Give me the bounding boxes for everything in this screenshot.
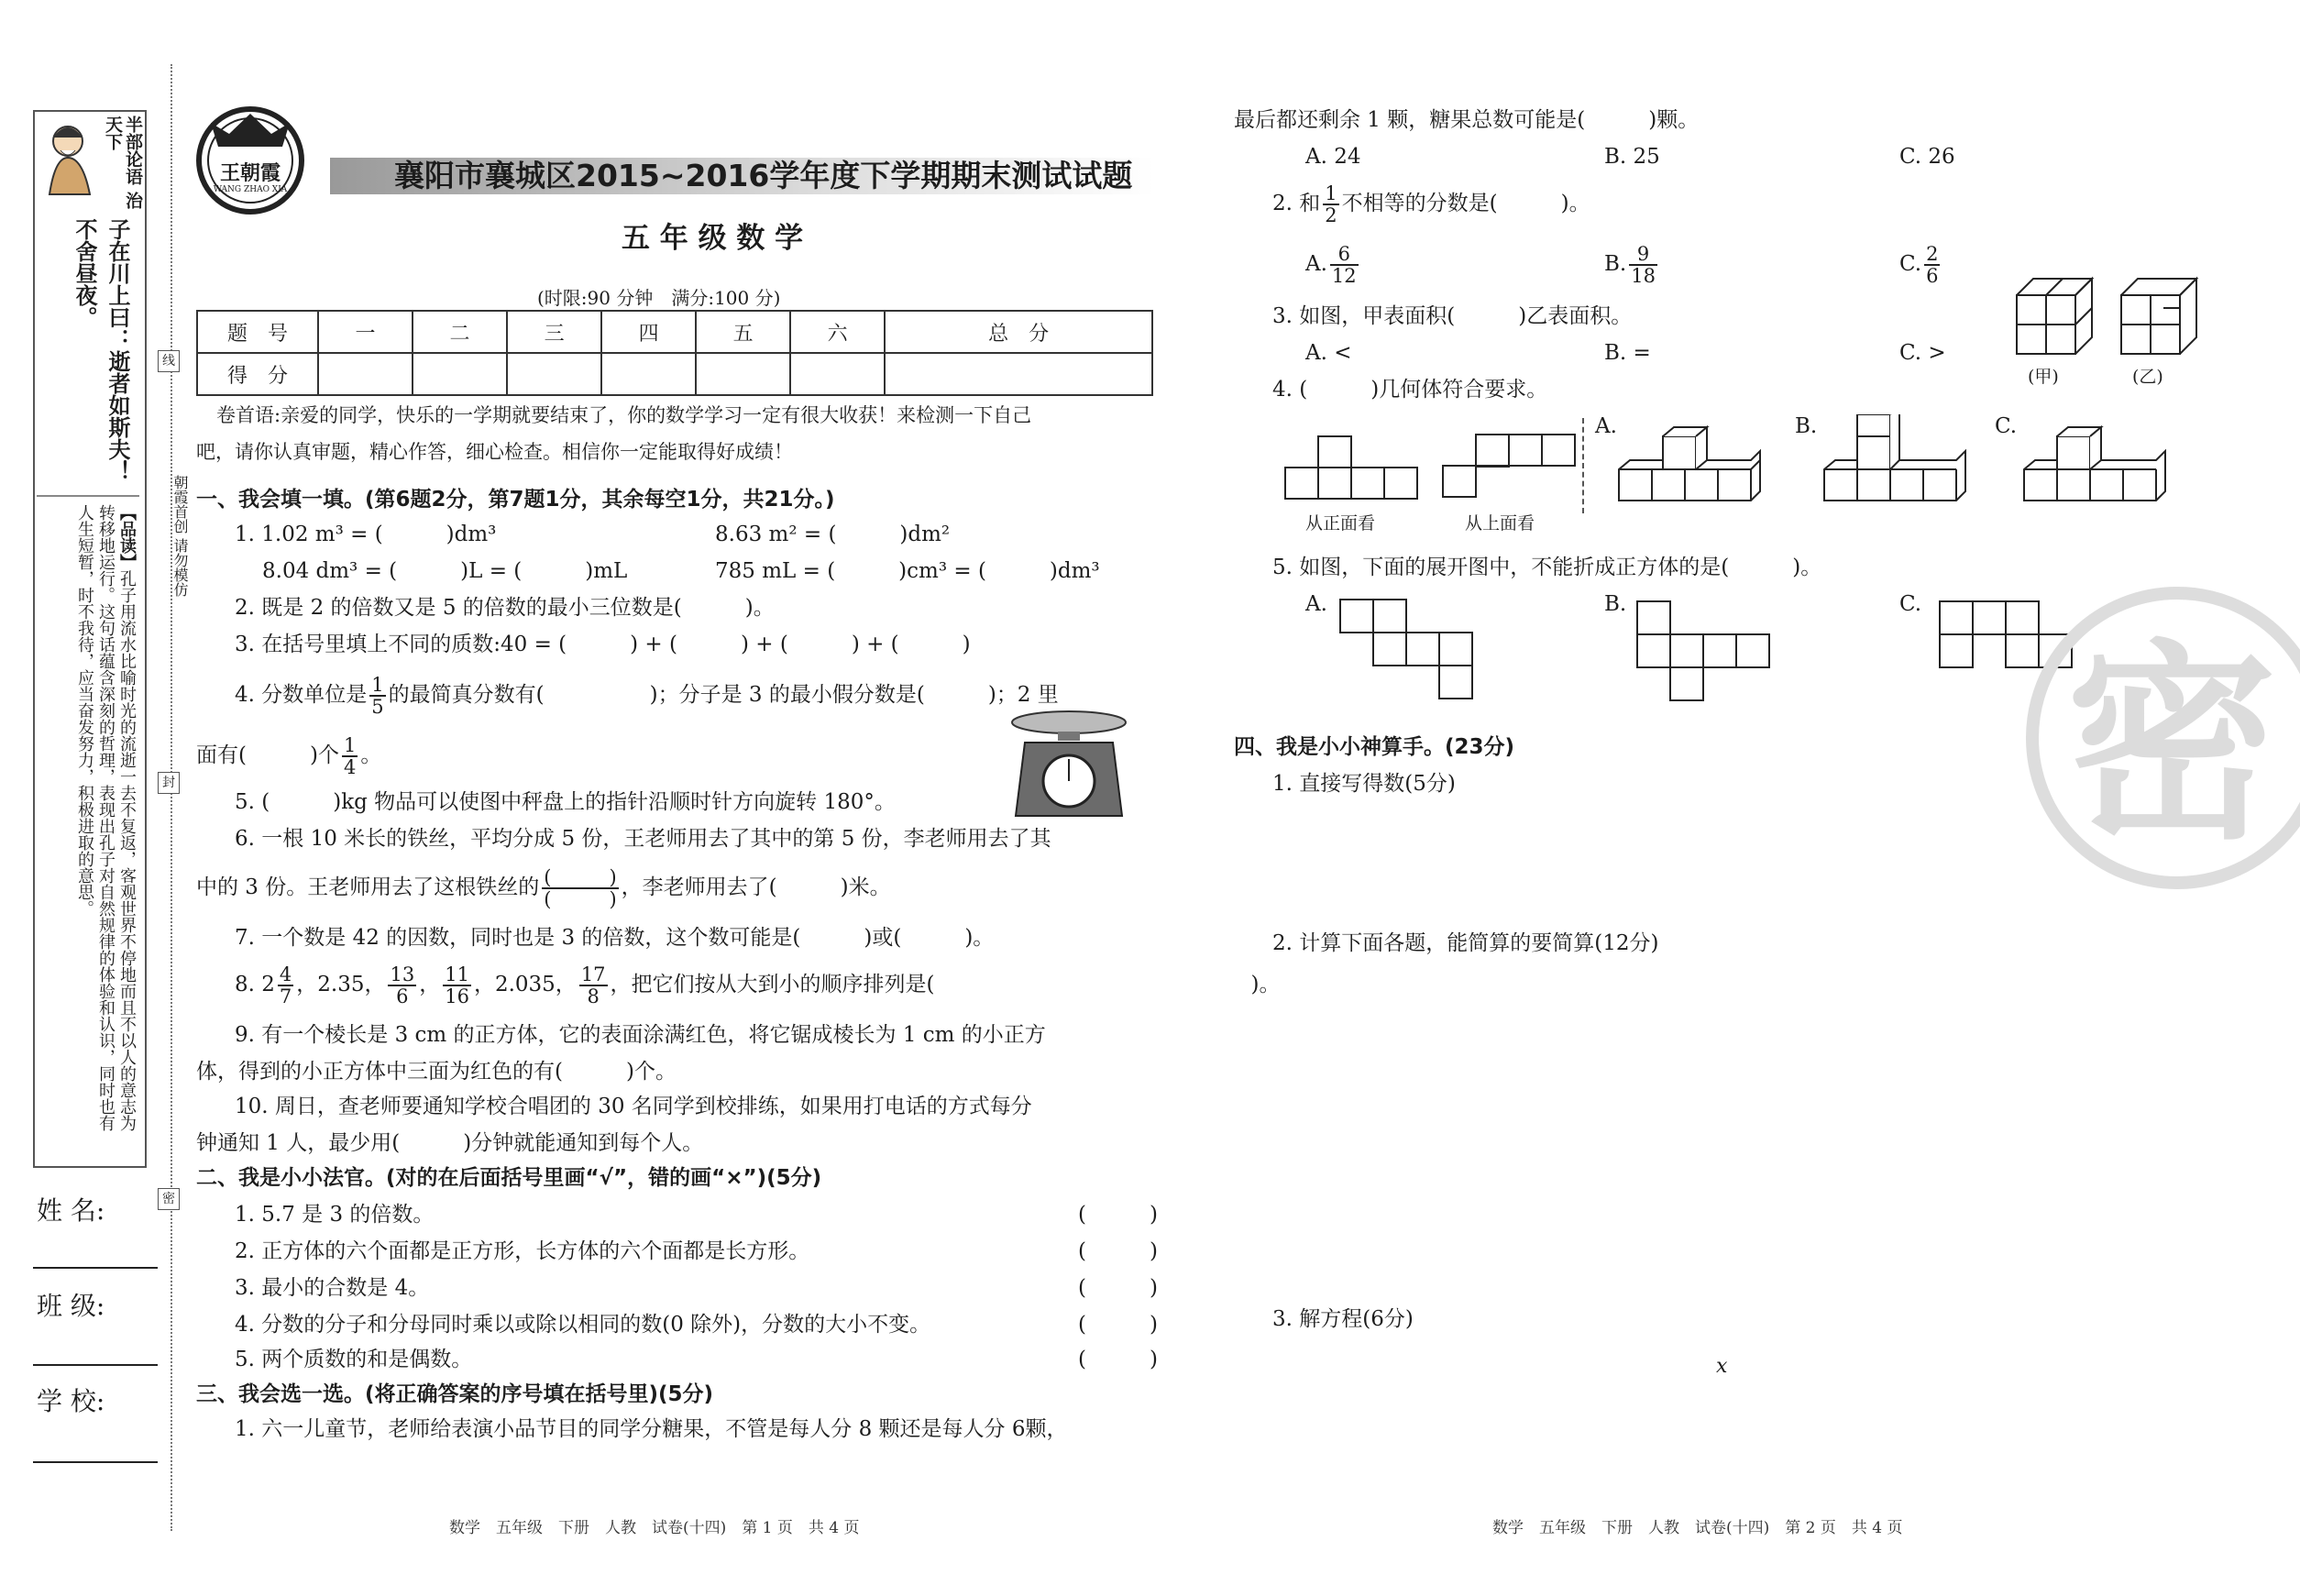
choice-q2-option-a[interactable]: A. $\frac{6}{12}$ bbox=[1305, 243, 1357, 287]
cube-label-yi: (乙) bbox=[2132, 367, 2163, 387]
solid-option-b bbox=[1822, 414, 1969, 502]
sage-portrait bbox=[37, 117, 101, 196]
score-header-1: 一 bbox=[318, 311, 413, 353]
fraction-one-fifth: $\frac{1}{5}$ bbox=[371, 674, 384, 718]
choice-q2-option-b[interactable]: B. $\frac{9}{18}$ bbox=[1604, 243, 1656, 287]
choice-q1-option-a[interactable]: A. 24 bbox=[1305, 145, 1361, 169]
choice-q2-text-b: 不相等的分数是( )。 bbox=[1341, 192, 1590, 215]
cut-mark-3: 密 bbox=[158, 1188, 180, 1210]
fraction-one-half: $\frac{1}{2}$ bbox=[1325, 182, 1337, 226]
choice-q1-line-1: 1. 六一儿童节，老师给表演小品节目的同学分糖果，不管是每人分 8 颗还是每人分 6颗， bbox=[235, 1417, 1068, 1441]
fraction-13-6: $\frac{13}{6}$ bbox=[390, 963, 415, 1007]
q10-line-2: 钟通知 1 人，最少用( )分钟就能通知到每个人。 bbox=[196, 1131, 704, 1155]
mental-math-grid bbox=[1302, 803, 2173, 931]
choice-q4: 4. ( )几何体符合要求。 bbox=[1272, 378, 1548, 402]
q3: 3. 在括号里填上不同的质数:40 = ( ) + ( ) + ( ) + ( ) bbox=[235, 633, 971, 656]
q10-line-1: 10. 周日，查老师要通知学校合唱团的 30 名同学到校排练，如果用打电话的方式每分 bbox=[235, 1095, 1032, 1118]
kitchen-scale-image bbox=[1008, 708, 1129, 820]
judge-paren-3[interactable]: ( ) bbox=[1078, 1276, 1158, 1300]
q6-text-c: ，李老师用去了( )米。 bbox=[621, 875, 891, 899]
choice-q3-option-c[interactable]: C. > bbox=[1899, 341, 1946, 365]
q7: 7. 一个数是 42 的因数，同时也是 3 的倍数，这个数可能是( )或( )。 bbox=[235, 926, 995, 950]
dotted-cut-line bbox=[171, 64, 172, 1531]
brand-name-en: WANG ZHAO XIA bbox=[213, 185, 288, 194]
exam-title: 襄阳市襄城区2015~2016学年度下学期期末测试试题 bbox=[394, 158, 1133, 193]
q9-line-1: 9. 有一个棱长是 3 cm 的正方体，它的表面涂满红色，将它锯成棱长为 1 cm 的小正方 bbox=[235, 1023, 1046, 1047]
exam-time: (时限:90 分钟 满分:100 分) bbox=[537, 287, 781, 309]
fraction-9-18: $\frac{9}{18}$ bbox=[1631, 243, 1656, 287]
q6-line-2 bbox=[196, 864, 891, 911]
solid-option-c bbox=[2022, 424, 2169, 502]
choice-q1-option-c[interactable]: C. 26 bbox=[1899, 145, 1955, 169]
fraction-4-7: $\frac{4}{7}$ bbox=[279, 963, 292, 1007]
q4-text-d: 。 bbox=[360, 743, 382, 767]
brand-logo bbox=[193, 103, 308, 218]
solid-option-a bbox=[1617, 424, 1764, 502]
intro-line-1: 卷首语:亲爱的同学，快乐的一学期就要结束了，你的数学学习一定有很大收获！来检测一下自己 bbox=[216, 404, 1032, 426]
q8-text-a: 8. 2 bbox=[235, 973, 275, 996]
sidebar-quote: 子在川上曰：逝者如斯夫！不舍昼夜。 bbox=[72, 218, 131, 482]
score-header-total: 总 分 bbox=[885, 311, 1152, 353]
judge-item-4: 4. 分数的分子和分母同时乘以或除以相同的数(0 除外)，分数的大小不变。 bbox=[235, 1313, 931, 1337]
sidebar-note bbox=[53, 504, 138, 1146]
choice-q4-option-b[interactable]: B. bbox=[1795, 414, 1818, 438]
judge-paren-5[interactable]: ( ) bbox=[1078, 1348, 1158, 1371]
choice-q5-option-c[interactable]: C. bbox=[1899, 592, 1922, 616]
score-header-5: 五 bbox=[696, 311, 790, 353]
class-label: 班 级: bbox=[37, 1291, 105, 1321]
fraction-17-8: $\frac{17}{8}$ bbox=[580, 963, 606, 1007]
q9-line-2: 体，得到的小正方体中三面为红色的有( )个。 bbox=[196, 1060, 677, 1084]
q6-text-b: 中的 3 份。王老师用去了这根铁丝的 bbox=[196, 875, 540, 899]
fraction-blank[interactable]: $\frac{( )}{( )}$ bbox=[544, 866, 617, 910]
cube-label-jia: (甲) bbox=[2028, 367, 2059, 387]
cube-figure-yi bbox=[2118, 275, 2200, 358]
view-divider bbox=[1582, 418, 1584, 513]
section-4-part-3: 3. 解方程(6分) bbox=[1272, 1307, 1414, 1331]
score-cell[interactable] bbox=[601, 353, 696, 395]
q1-part-b: 8.63 m² = ( )dm² bbox=[715, 523, 951, 546]
judge-paren-2[interactable]: ( ) bbox=[1078, 1239, 1158, 1263]
name-line[interactable] bbox=[33, 1267, 158, 1269]
choice-q1-option-b[interactable]: B. 25 bbox=[1604, 145, 1660, 169]
choice-q5-option-a[interactable]: A. bbox=[1305, 592, 1327, 616]
q6-line-1: 6. 一根 10 米长的铁丝，平均分成 5 份，王老师用去了其中的第 5 份，李老师用去了其 bbox=[235, 827, 1051, 851]
q8-text-e: ，把它们按从大到小的顺序排列是( )。 bbox=[610, 973, 1281, 996]
section-3-title: 三、我会选一选。(将正确答案的序号填在括号里)(5分) bbox=[196, 1382, 714, 1406]
q8 bbox=[235, 961, 1281, 1008]
choice-q2-option-c[interactable]: C. $\frac{2}{6}$ bbox=[1899, 243, 1939, 287]
q1-part-d: 785 mL = ( )cm³ = ( )dm³ bbox=[715, 559, 1100, 583]
front-view-figure bbox=[1283, 435, 1421, 501]
cut-mark-1: 线 bbox=[158, 350, 180, 372]
judge-paren-4[interactable]: ( ) bbox=[1078, 1313, 1158, 1337]
sidebar-seal-side: 朝霞首创 请勿模仿 bbox=[171, 475, 189, 598]
q8-text-b: ，2.35， bbox=[296, 973, 386, 996]
section-4-title: 四、我是小小神算手。(23分) bbox=[1234, 735, 1515, 759]
choice-q5-option-b[interactable]: B. bbox=[1604, 592, 1627, 616]
score-cell[interactable] bbox=[318, 353, 413, 395]
choice-q3-option-b[interactable]: B. = bbox=[1604, 341, 1651, 365]
sidebar-note-label: 【品读】 bbox=[117, 504, 137, 570]
choice-q3-option-a[interactable]: A. < bbox=[1305, 341, 1352, 365]
score-header-4: 四 bbox=[601, 311, 696, 353]
intro-line-2: 吧，请你认真审题，精心作答，细心检查。相信你一定能取得好成绩！ bbox=[196, 441, 793, 463]
score-header-2: 二 bbox=[413, 311, 507, 353]
footer-right: 数学 五年级 下册 人教 试卷(十四) 第 2 页 共 4 页 bbox=[1492, 1519, 1903, 1537]
judge-item-3: 3. 最小的合数是 4。 bbox=[235, 1276, 430, 1300]
score-cell[interactable] bbox=[507, 353, 601, 395]
score-cell[interactable] bbox=[885, 353, 1152, 395]
watermark-seal bbox=[2026, 587, 2300, 889]
q1-part-c: 8.04 dm³ = ( )L = ( )mL bbox=[262, 559, 628, 583]
q2: 2. 既是 2 的倍数又是 5 的倍数的最小三位数是( )。 bbox=[235, 596, 775, 620]
cube-figure-jia bbox=[2013, 275, 2096, 358]
q5: 5. ( )kg 物品可以使图中秤盘上的指针沿顺时针方向旋转 180°。 bbox=[235, 790, 896, 814]
net-option-a bbox=[1338, 598, 1476, 700]
net-option-b bbox=[1635, 600, 1773, 702]
fraction-11-16: $\frac{11}{16}$ bbox=[445, 963, 469, 1007]
top-view-label: 从上面看 bbox=[1465, 513, 1535, 534]
q1-part-a: 1. 1.02 m³ = ( )dm³ bbox=[235, 523, 497, 546]
sidebar-series-title: 半部论语 治天下 bbox=[103, 116, 143, 209]
sidebar-note-text: 孔子用流水比喻时光的流逝一去不复返，客观世界不停地而且不以人的意志为转移地运行。这句话蕴含深刻的哲理，表现出孔子对自然规律的体验和认识，同时也有人生短暂，时不我待，应当奋发努力，积极进取的意思。 bbox=[75, 504, 137, 1131]
q4-line-2 bbox=[196, 732, 381, 779]
score-header-label: 题 号 bbox=[197, 311, 318, 353]
equation-x-var: x bbox=[1716, 1355, 1728, 1378]
q8-text-c: ， bbox=[419, 973, 441, 996]
judge-item-5: 5. 两个质数的和是偶数。 bbox=[235, 1348, 473, 1371]
fraction-one-fourth: $\frac{1}{4}$ bbox=[343, 734, 357, 778]
score-header-3: 三 bbox=[507, 311, 601, 353]
sidebar-divider bbox=[37, 495, 139, 497]
exam-subject: 五 年 级 数 学 bbox=[622, 222, 804, 255]
choice-q5: 5. 如图，下面的展开图中，不能折成正方体的是( )。 bbox=[1272, 556, 1822, 579]
fraction-2-6: $\frac{2}{6}$ bbox=[1926, 243, 1939, 287]
score-cell[interactable] bbox=[413, 353, 507, 395]
footer-left: 数学 五年级 下册 人教 试卷(十四) 第 1 页 共 4 页 bbox=[449, 1519, 860, 1537]
cut-mark-2: 封 bbox=[158, 772, 180, 794]
q4-text-a: 4. 分数单位是 bbox=[235, 683, 368, 707]
watermark-text: 密 bbox=[2066, 623, 2278, 868]
q4-line-1 bbox=[235, 671, 1059, 719]
q4-text-b: 的最简真分数有( )；分子是 3 的最小假分数是( )；2 里 bbox=[388, 683, 1059, 707]
score-header-6: 六 bbox=[790, 311, 885, 353]
section-2-title: 二、我是小小法官。(对的在后面括号里画“√”，错的画“×”)(5分) bbox=[196, 1166, 822, 1190]
choice-q4-option-a[interactable]: A. bbox=[1595, 414, 1617, 438]
brand-name: 王朝霞 bbox=[219, 161, 281, 185]
score-table bbox=[196, 310, 1153, 396]
score-cell[interactable] bbox=[790, 353, 885, 395]
q4-text-c: 面有( )个 bbox=[196, 743, 339, 767]
choice-q4-option-c[interactable]: C. bbox=[1995, 414, 2018, 438]
q8-text-d: ，2.035， bbox=[473, 973, 577, 996]
choice-q2 bbox=[1272, 180, 1590, 227]
judge-paren-1[interactable]: ( ) bbox=[1078, 1203, 1158, 1227]
score-cell[interactable] bbox=[696, 353, 790, 395]
choice-q2-text-a: 2. 和 bbox=[1272, 192, 1321, 215]
school-label: 学 校: bbox=[37, 1386, 105, 1416]
top-view-figure bbox=[1441, 433, 1579, 499]
choice-q1-line-2: 最后都还剩余 1 颗，糖果总数可能是( )颗。 bbox=[1234, 108, 1700, 132]
judge-item-2: 2. 正方体的六个面都是正方形，长方体的六个面都是长方形。 bbox=[235, 1239, 810, 1263]
section-4-part-1: 1. 直接写得数(5分) bbox=[1272, 772, 1456, 796]
school-line[interactable] bbox=[33, 1461, 158, 1463]
name-label: 姓 名: bbox=[37, 1195, 105, 1226]
choice-q3: 3. 如图，甲表面积( )乙表面积。 bbox=[1272, 304, 1633, 328]
section-4-part-2: 2. 计算下面各题，能简算的要简算(12分) bbox=[1272, 931, 1659, 955]
fraction-6-12: $\frac{6}{12}$ bbox=[1331, 243, 1357, 287]
front-view-label: 从正面看 bbox=[1305, 513, 1376, 534]
section-1-title: 一、我会填一填。(第6题2分，第7题1分，其余每空1分，共21分。) bbox=[196, 488, 835, 512]
class-line[interactable] bbox=[33, 1364, 158, 1366]
judge-item-1: 1. 5.7 是 3 的倍数。 bbox=[235, 1203, 435, 1227]
score-row-label: 得 分 bbox=[197, 353, 318, 395]
